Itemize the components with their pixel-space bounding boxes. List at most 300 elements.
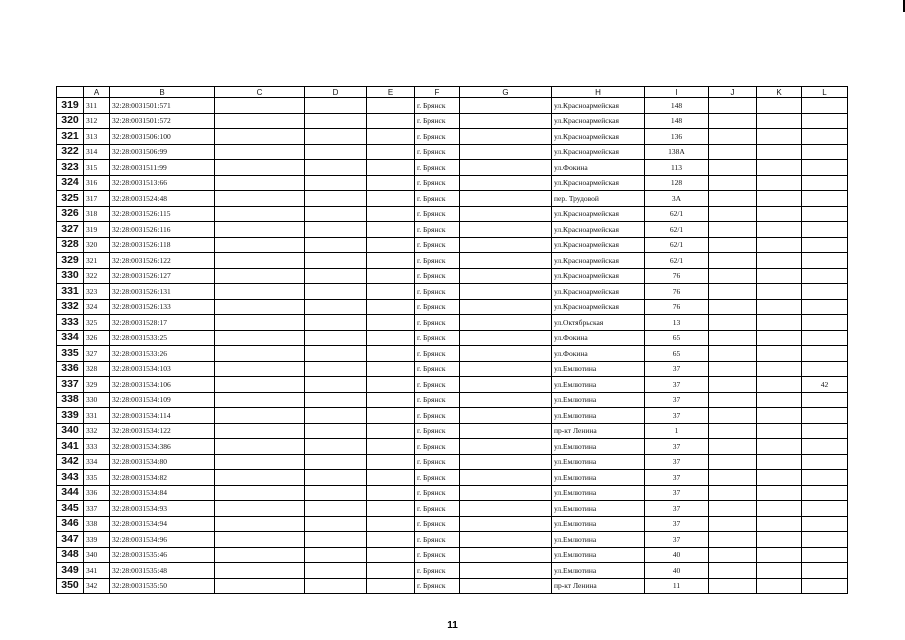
cell-j: [709, 98, 757, 114]
cell-d: [305, 563, 367, 579]
cell-j: [709, 377, 757, 393]
cell-a: 313: [84, 129, 110, 145]
cell-i: 37: [645, 532, 709, 548]
cell-c: [215, 160, 305, 176]
cell-j: [709, 361, 757, 377]
table-row: [57, 175, 848, 191]
cell-h: ул.Красноармейская: [552, 113, 645, 129]
column-header-h: H: [552, 87, 645, 98]
cell-d: [305, 206, 367, 222]
cell-e: [367, 175, 415, 191]
cell-h: ул.Фокина: [552, 330, 645, 346]
cell-h: ул.Красноармейская: [552, 299, 645, 315]
cell-b: 32:28:0031524:48: [110, 191, 215, 207]
cell-c: [215, 516, 305, 532]
cell-i: 37: [645, 501, 709, 517]
cell-h: ул.Емлютина: [552, 408, 645, 424]
cell-f: г. Брянск: [415, 268, 460, 284]
table-row: [57, 485, 848, 501]
cell-j: [709, 423, 757, 439]
cell-h: ул.Емлютина: [552, 563, 645, 579]
cell-b: 32:28:0031534:386: [110, 439, 215, 455]
cell-f: г. Брянск: [415, 377, 460, 393]
cell-a: 318: [84, 206, 110, 222]
cell-e: [367, 377, 415, 393]
cell-a: 332: [84, 423, 110, 439]
cell-l: [802, 284, 848, 300]
cell-d: [305, 144, 367, 160]
cell-d: [305, 532, 367, 548]
cell-f: г. Брянск: [415, 485, 460, 501]
cell-d: [305, 423, 367, 439]
cell-k: [757, 129, 802, 145]
cell-e: [367, 439, 415, 455]
cell-h: ул.Емлютина: [552, 485, 645, 501]
cell-l: [802, 578, 848, 594]
cell-l: [802, 268, 848, 284]
cell-j: [709, 113, 757, 129]
row-number-cell: 338: [57, 392, 84, 408]
cell-b: 32:28:0031526:116: [110, 222, 215, 238]
cell-k: [757, 268, 802, 284]
cell-e: [367, 268, 415, 284]
cell-g: [460, 346, 552, 362]
cell-c: [215, 98, 305, 114]
cell-g: [460, 501, 552, 517]
cell-l: [802, 532, 848, 548]
cell-b: 32:28:0031534:82: [110, 470, 215, 486]
cell-c: [215, 501, 305, 517]
cell-k: [757, 191, 802, 207]
cell-g: [460, 175, 552, 191]
table-row: [57, 377, 848, 393]
cell-l: [802, 547, 848, 563]
cell-c: [215, 485, 305, 501]
page-number: 11: [447, 620, 458, 631]
cell-h: ул.Емлютина: [552, 501, 645, 517]
column-header-b: B: [110, 87, 215, 98]
cell-i: 76: [645, 284, 709, 300]
cell-g: [460, 439, 552, 455]
cell-j: [709, 299, 757, 315]
cell-k: [757, 470, 802, 486]
cell-f: г. Брянск: [415, 532, 460, 548]
cell-e: [367, 191, 415, 207]
cell-i: 76: [645, 299, 709, 315]
cell-l: [802, 361, 848, 377]
cell-l: [802, 423, 848, 439]
cell-h: ул.Красноармейская: [552, 206, 645, 222]
cell-a: 316: [84, 175, 110, 191]
cell-l: [802, 206, 848, 222]
cell-c: [215, 392, 305, 408]
cell-k: [757, 98, 802, 114]
cell-k: [757, 253, 802, 269]
cell-f: г. Брянск: [415, 237, 460, 253]
cell-b: 32:28:0031526:133: [110, 299, 215, 315]
cell-g: [460, 268, 552, 284]
table-row: [57, 454, 848, 470]
cell-k: [757, 222, 802, 238]
cell-d: [305, 377, 367, 393]
cell-j: [709, 470, 757, 486]
cell-f: г. Брянск: [415, 330, 460, 346]
cell-g: [460, 315, 552, 331]
cell-b: 32:28:0031534:96: [110, 532, 215, 548]
cell-h: ул.Красноармейская: [552, 222, 645, 238]
cell-j: [709, 284, 757, 300]
cell-g: [460, 423, 552, 439]
cell-d: [305, 129, 367, 145]
cell-d: [305, 470, 367, 486]
cell-d: [305, 408, 367, 424]
cell-f: г. Брянск: [415, 144, 460, 160]
cell-k: [757, 423, 802, 439]
cell-a: 340: [84, 547, 110, 563]
cell-h: ул.Емлютина: [552, 516, 645, 532]
cell-l: [802, 485, 848, 501]
column-header-row: [57, 87, 848, 98]
cell-j: [709, 315, 757, 331]
cell-a: 342: [84, 578, 110, 594]
cell-h: ул.Фокина: [552, 160, 645, 176]
cell-c: [215, 423, 305, 439]
row-number-cell: 342: [57, 454, 84, 470]
column-header-c: C: [215, 87, 305, 98]
spreadsheet-table: [56, 86, 848, 594]
cell-a: 329: [84, 377, 110, 393]
table-row: [57, 516, 848, 532]
cell-c: [215, 284, 305, 300]
cell-g: [460, 144, 552, 160]
cell-i: 62/1: [645, 222, 709, 238]
cell-h: ул.Октябрьская: [552, 315, 645, 331]
cell-j: [709, 532, 757, 548]
cell-i: 40: [645, 563, 709, 579]
table-row: [57, 160, 848, 176]
cell-b: 32:28:0031533:25: [110, 330, 215, 346]
cell-f: г. Брянск: [415, 516, 460, 532]
cell-f: г. Брянск: [415, 547, 460, 563]
cell-f: г. Брянск: [415, 191, 460, 207]
cell-a: 319: [84, 222, 110, 238]
cell-h: ул.Емлютина: [552, 470, 645, 486]
cell-d: [305, 485, 367, 501]
cell-h: пр-кт Ленина: [552, 423, 645, 439]
cell-b: 32:28:0031506:100: [110, 129, 215, 145]
cell-a: 326: [84, 330, 110, 346]
cell-c: [215, 268, 305, 284]
cell-k: [757, 392, 802, 408]
cell-d: [305, 346, 367, 362]
cell-k: [757, 284, 802, 300]
cell-i: 37: [645, 516, 709, 532]
cell-l: [802, 113, 848, 129]
row-number-cell: 326: [57, 206, 84, 222]
cell-k: [757, 454, 802, 470]
cell-l: [802, 408, 848, 424]
cell-g: [460, 470, 552, 486]
cell-j: [709, 547, 757, 563]
cell-i: 37: [645, 439, 709, 455]
cell-g: [460, 330, 552, 346]
cell-b: 32:28:0031534:80: [110, 454, 215, 470]
cell-c: [215, 470, 305, 486]
cell-b: 32:28:0031535:46: [110, 547, 215, 563]
cell-j: [709, 408, 757, 424]
cell-l: 42: [802, 377, 848, 393]
cell-e: [367, 144, 415, 160]
cell-d: [305, 516, 367, 532]
cell-j: [709, 516, 757, 532]
cell-d: [305, 501, 367, 517]
cell-a: 335: [84, 470, 110, 486]
cell-i: 148: [645, 98, 709, 114]
table-row: [57, 547, 848, 563]
cell-b: 32:28:0031526:131: [110, 284, 215, 300]
cell-e: [367, 532, 415, 548]
cell-k: [757, 160, 802, 176]
cell-k: [757, 439, 802, 455]
cell-d: [305, 268, 367, 284]
cell-b: 32:28:0031534:94: [110, 516, 215, 532]
cell-a: 322: [84, 268, 110, 284]
cell-d: [305, 253, 367, 269]
cell-h: ул.Красноармейская: [552, 253, 645, 269]
cell-e: [367, 392, 415, 408]
row-number-cell: 327: [57, 222, 84, 238]
cell-b: 32:28:0031534:84: [110, 485, 215, 501]
row-number-cell: 334: [57, 330, 84, 346]
cell-c: [215, 408, 305, 424]
cell-c: [215, 547, 305, 563]
cell-l: [802, 439, 848, 455]
cell-c: [215, 315, 305, 331]
cell-j: [709, 160, 757, 176]
table-row: [57, 191, 848, 207]
cell-i: 62/1: [645, 206, 709, 222]
cell-l: [802, 98, 848, 114]
cell-f: г. Брянск: [415, 501, 460, 517]
cell-h: ул.Емлютина: [552, 439, 645, 455]
row-number-cell: 330: [57, 268, 84, 284]
cell-i: 13: [645, 315, 709, 331]
row-number-cell: 347: [57, 532, 84, 548]
cell-c: [215, 299, 305, 315]
cell-l: [802, 392, 848, 408]
cell-g: [460, 191, 552, 207]
cell-g: [460, 516, 552, 532]
cell-l: [802, 222, 848, 238]
corner-header-cell: [57, 87, 84, 98]
cell-j: [709, 346, 757, 362]
cell-k: [757, 175, 802, 191]
cell-k: [757, 501, 802, 517]
cell-f: г. Брянск: [415, 160, 460, 176]
cell-e: [367, 361, 415, 377]
cell-j: [709, 222, 757, 238]
cell-g: [460, 578, 552, 594]
cell-e: [367, 578, 415, 594]
cell-c: [215, 578, 305, 594]
table-row: [57, 206, 848, 222]
cell-d: [305, 222, 367, 238]
cell-d: [305, 175, 367, 191]
cell-h: ул.Красноармейская: [552, 98, 645, 114]
cell-k: [757, 578, 802, 594]
cell-l: [802, 299, 848, 315]
table-row: [57, 330, 848, 346]
cell-e: [367, 222, 415, 238]
cell-h: ул.Емлютина: [552, 547, 645, 563]
cell-d: [305, 330, 367, 346]
cell-g: [460, 454, 552, 470]
cell-i: 1: [645, 423, 709, 439]
cell-e: [367, 284, 415, 300]
cell-i: 128: [645, 175, 709, 191]
cell-a: 330: [84, 392, 110, 408]
cell-h: ул.Красноармейская: [552, 284, 645, 300]
cell-e: [367, 113, 415, 129]
cell-c: [215, 237, 305, 253]
cell-e: [367, 547, 415, 563]
cell-f: г. Брянск: [415, 361, 460, 377]
cell-b: 32:28:0031535:50: [110, 578, 215, 594]
table-row: [57, 222, 848, 238]
cell-d: [305, 439, 367, 455]
cell-a: 331: [84, 408, 110, 424]
cell-h: ул.Емлютина: [552, 377, 645, 393]
table-row: [57, 532, 848, 548]
table-row: [57, 299, 848, 315]
cell-a: 323: [84, 284, 110, 300]
cell-c: [215, 346, 305, 362]
cell-f: г. Брянск: [415, 315, 460, 331]
table-row: [57, 423, 848, 439]
cell-f: г. Брянск: [415, 439, 460, 455]
cell-l: [802, 563, 848, 579]
cell-l: [802, 454, 848, 470]
column-header-a: A: [84, 87, 110, 98]
cell-k: [757, 113, 802, 129]
cell-b: 32:28:0031534:109: [110, 392, 215, 408]
cell-a: 333: [84, 439, 110, 455]
cell-j: [709, 268, 757, 284]
table-row: [57, 346, 848, 362]
row-number-cell: 350: [57, 578, 84, 594]
cell-g: [460, 299, 552, 315]
row-number-cell: 337: [57, 377, 84, 393]
cell-d: [305, 113, 367, 129]
row-number-cell: 323: [57, 160, 84, 176]
table-row: [57, 253, 848, 269]
cell-f: г. Брянск: [415, 98, 460, 114]
table-row: [57, 392, 848, 408]
cell-f: г. Брянск: [415, 284, 460, 300]
cell-e: [367, 98, 415, 114]
cell-e: [367, 563, 415, 579]
cell-b: 32:28:0031513:66: [110, 175, 215, 191]
table-row: [57, 268, 848, 284]
cell-b: 32:28:0031501:572: [110, 113, 215, 129]
cell-h: ул.Емлютина: [552, 532, 645, 548]
cell-i: 11: [645, 578, 709, 594]
cell-g: [460, 98, 552, 114]
cell-g: [460, 206, 552, 222]
table-row: [57, 144, 848, 160]
cell-d: [305, 578, 367, 594]
cell-b: 32:28:0031534:93: [110, 501, 215, 517]
cell-l: [802, 315, 848, 331]
table-row: [57, 315, 848, 331]
cell-k: [757, 377, 802, 393]
cell-e: [367, 485, 415, 501]
cell-a: 339: [84, 532, 110, 548]
cell-e: [367, 454, 415, 470]
cell-b: 32:28:0031511:99: [110, 160, 215, 176]
row-number-cell: 341: [57, 439, 84, 455]
cell-a: 321: [84, 253, 110, 269]
table-row: [57, 408, 848, 424]
cell-i: 37: [645, 485, 709, 501]
cell-g: [460, 253, 552, 269]
cell-b: 32:28:0031534:114: [110, 408, 215, 424]
cell-i: 37: [645, 361, 709, 377]
cell-g: [460, 377, 552, 393]
cell-l: [802, 253, 848, 269]
column-header-i: I: [645, 87, 709, 98]
cell-k: [757, 330, 802, 346]
cell-a: 341: [84, 563, 110, 579]
cell-i: 62/1: [645, 237, 709, 253]
column-header-j: J: [709, 87, 757, 98]
cell-c: [215, 175, 305, 191]
column-header-l: L: [802, 87, 848, 98]
cell-f: г. Брянск: [415, 470, 460, 486]
cell-f: г. Брянск: [415, 222, 460, 238]
cell-g: [460, 361, 552, 377]
cell-b: 32:28:0031528:17: [110, 315, 215, 331]
cell-i: 113: [645, 160, 709, 176]
table-row: [57, 113, 848, 129]
cell-f: г. Брянск: [415, 175, 460, 191]
cell-e: [367, 346, 415, 362]
table-row: [57, 563, 848, 579]
cell-k: [757, 547, 802, 563]
row-number-cell: 322: [57, 144, 84, 160]
row-number-cell: 324: [57, 175, 84, 191]
cell-b: 32:28:0031533:26: [110, 346, 215, 362]
cell-c: [215, 454, 305, 470]
row-number-cell: 332: [57, 299, 84, 315]
cell-c: [215, 222, 305, 238]
cell-a: 337: [84, 501, 110, 517]
cell-j: [709, 392, 757, 408]
row-number-cell: 348: [57, 547, 84, 563]
cell-l: [802, 237, 848, 253]
cell-g: [460, 485, 552, 501]
cell-b: 32:28:0031534:122: [110, 423, 215, 439]
cell-i: 136: [645, 129, 709, 145]
column-header-g: G: [460, 87, 552, 98]
table-row: [57, 501, 848, 517]
cell-f: г. Брянск: [415, 454, 460, 470]
cell-a: 327: [84, 346, 110, 362]
cell-h: ул.Красноармейская: [552, 129, 645, 145]
cell-i: 40: [645, 547, 709, 563]
cell-b: 32:28:0031526:122: [110, 253, 215, 269]
cell-k: [757, 206, 802, 222]
